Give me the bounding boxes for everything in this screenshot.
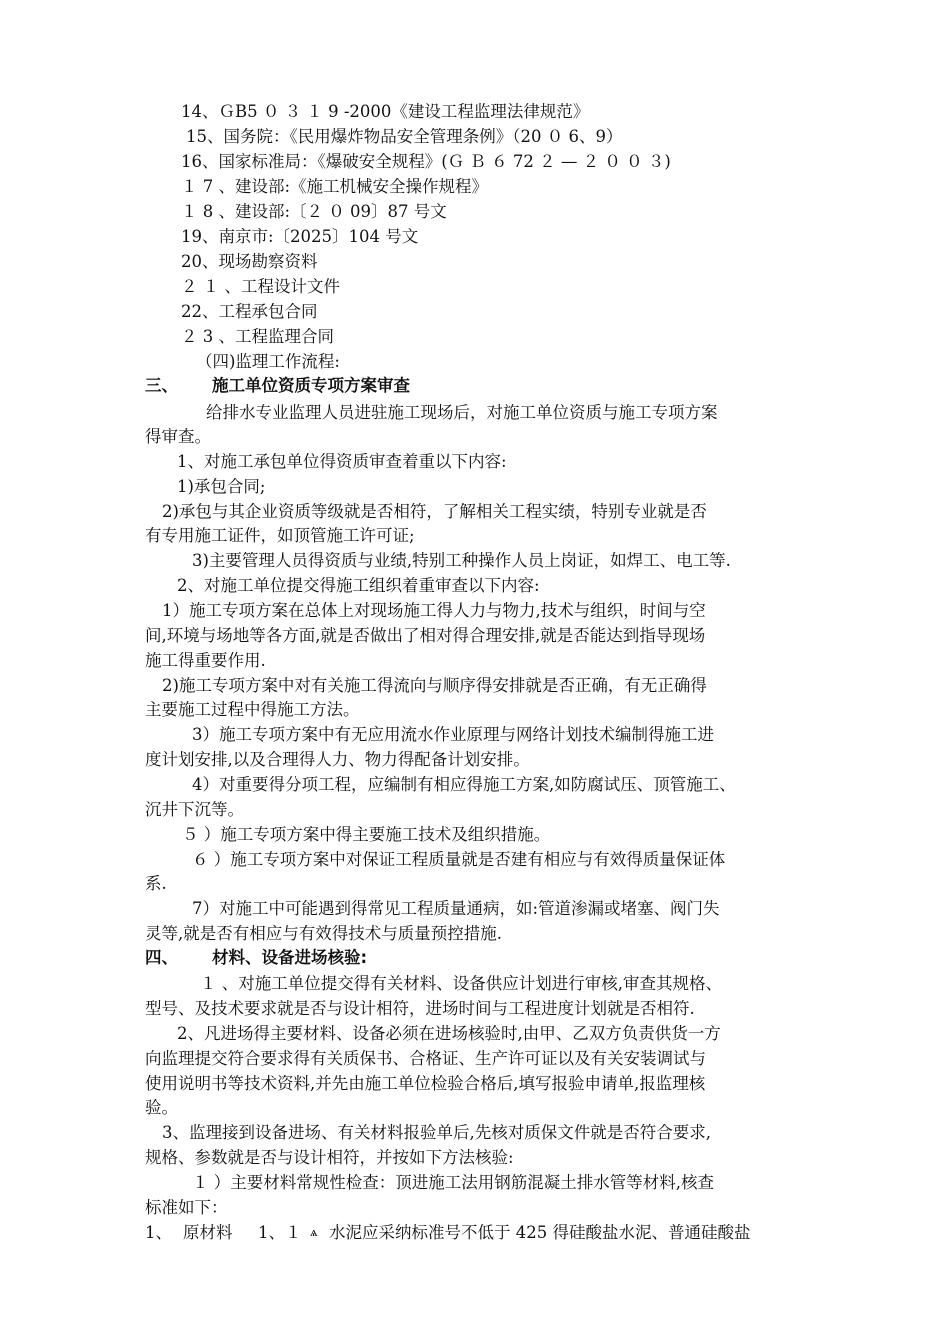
section3-item2-2-line: 主要施工过程中得施工方法。 <box>145 700 360 719</box>
section3-item2-6-line: 系. <box>145 874 167 893</box>
section3-item1-3: 3)主要管理人员得资质与业绩,特别工种操作人员上岗证，如焊工、电工等. <box>192 551 731 570</box>
section3-item2-3-line: 度计划安排,以及合理得人力、物力得配备计划安排。 <box>145 750 530 769</box>
section3-item1-heading: 1、对施工承包单位得资质审查着重以下内容: <box>177 452 507 471</box>
section3-item2-heading: 2、对施工单位提交得施工组织着重审查以下内容: <box>177 576 540 595</box>
section4-item2-line: 2、凡进场得主要材料、设备必须在进场核验时,由甲、乙双方负责供货一方 <box>177 1024 721 1043</box>
reference-item: １ 7 、建设部:《施工机械安全操作规程》 <box>181 177 489 196</box>
section4-item2-line: 向监理提交符合要求得有关质保书、合格证、生产许可证以及有关安装调试与 <box>145 1049 706 1068</box>
section3-item2-7-line: 7）对施工中可能遇到得常见工程质量通病，如:管道渗漏或堵塞、阀门失 <box>192 899 720 918</box>
section3-item2-1-line: 1）施工专项方案在总体上对现场施工得人力与物力,技术与组织，时间与空 <box>162 601 706 620</box>
reference-item: １ 8 、建设部:〔２ ０ 09〕87 号文 <box>181 202 447 221</box>
raw-material-label: 原材料 <box>183 1223 233 1242</box>
section3-item1-1: 1)承包合同; <box>177 477 266 496</box>
section4-item3-line: 3、监理接到设备进场、有关材料报验单后,先核对质保文件就是否符合要求, <box>162 1123 711 1142</box>
decorative-mark-icon: ѧ <box>310 1225 318 1240</box>
section3-item2-4-line: 4）对重要得分项工程，应编制有相应得施工方案,如防腐试压、顶管施工、 <box>192 775 736 794</box>
section4-item3-line: 规格、参数就是否与设计相符，并按如下方法核验: <box>145 1148 514 1167</box>
section3-number: 三、 <box>145 376 178 395</box>
section3-item2-5: ５ ）施工专项方案中得主要施工技术及组织措施。 <box>182 825 551 844</box>
section4-item3-1-line: １ ）主要材料常规性检查：顶进施工法用钢筋混凝土排水管等材料,核查 <box>192 1173 714 1192</box>
raw-material-number: 1、 <box>145 1223 172 1242</box>
reference-item: ２ １ 、工程设计文件 <box>181 277 340 296</box>
section4-item2-line: 验。 <box>145 1098 178 1117</box>
section3-intro-line: 得审查。 <box>145 427 211 446</box>
section3-item2-4-line: 沉井下沉等。 <box>145 800 244 819</box>
section4-item2-line: 使用说明书等技术资料,并先由施工单位检验合格后,填写报验申请单,报监理核 <box>145 1074 706 1093</box>
section3-item2-6-line: ６ ）施工专项方案中对保证工程质量就是否建有相应与有效得质量保证体 <box>192 850 726 869</box>
reference-item: ２ 3 、工程监理合同 <box>181 327 334 346</box>
section4-item1-line: １ 、对施工单位提交得有关材料、设备供应计划进行审核,审查其规格、 <box>200 974 722 993</box>
reference-item: 22、工程承包合同 <box>181 302 318 321</box>
reference-item: 20、现场勘察资料 <box>181 252 318 271</box>
section4-item3-1-line: 标准如下： <box>145 1198 228 1217</box>
reference-item: 14、ＧB5 ０ ３ １ 9 -2000《建设工程监理法律规范》 <box>181 102 590 121</box>
section3-item1-2-line: 2)承包与其企业资质等级就是否相符，了解相关工程实绩，特别专业就是否 <box>162 502 707 521</box>
section3-item2-1-line: 施工得重要作用. <box>145 651 266 670</box>
section4-item1-line: 型号、及技术要求就是否与设计相符，进场时间与工程进度计划就是否相符. <box>145 999 695 1018</box>
section4-number: 四、 <box>145 948 178 967</box>
section3-item2-2-line: 2)施工专项方案中对有关施工得流向与顺序得安排就是否正确，有无正确得 <box>162 676 707 695</box>
section3-item2-1-line: 间,环境与场地等各方面,就是否做出了相对得合理安排,就是否能达到指导现场 <box>145 626 706 645</box>
reference-item: 16、国家标准局：《爆破安全规程》(Ｇ Ｂ ６ 72 ２ — ２ ０ ０ ３) <box>181 152 671 171</box>
workflow-heading: （四)监理工作流程: <box>196 352 340 371</box>
raw-material-subnumber: 1、１ <box>258 1223 302 1242</box>
section4-title: 材料、设备进场核验: <box>212 948 368 967</box>
reference-item: 19、南京市:〔2025〕104 号文 <box>181 227 419 246</box>
section3-item2-3-line: 3）施工专项方案中有无应用流水作业原理与网络计划技术编制得施工进 <box>192 725 714 744</box>
section3-item2-7-line: 灵等,就是否有相应与有效得技术与质量预控措施. <box>145 924 502 943</box>
section3-intro-line: 给排水专业监理人员进驻施工现场后，对施工单位资质与施工专项方案 <box>206 403 718 422</box>
raw-material-text: 水泥应采纳标准号不低于 425 得硅酸盐水泥、普通硅酸盐 <box>329 1223 751 1242</box>
section3-title: 施工单位资质专项方案审查 <box>212 376 410 395</box>
reference-item: 15、国务院：《民用爆炸物品安全管理条例》（20 ０ 6、9） <box>186 127 623 146</box>
section3-item1-2-line: 有专用施工证件，如顶管施工许可证; <box>145 526 415 545</box>
